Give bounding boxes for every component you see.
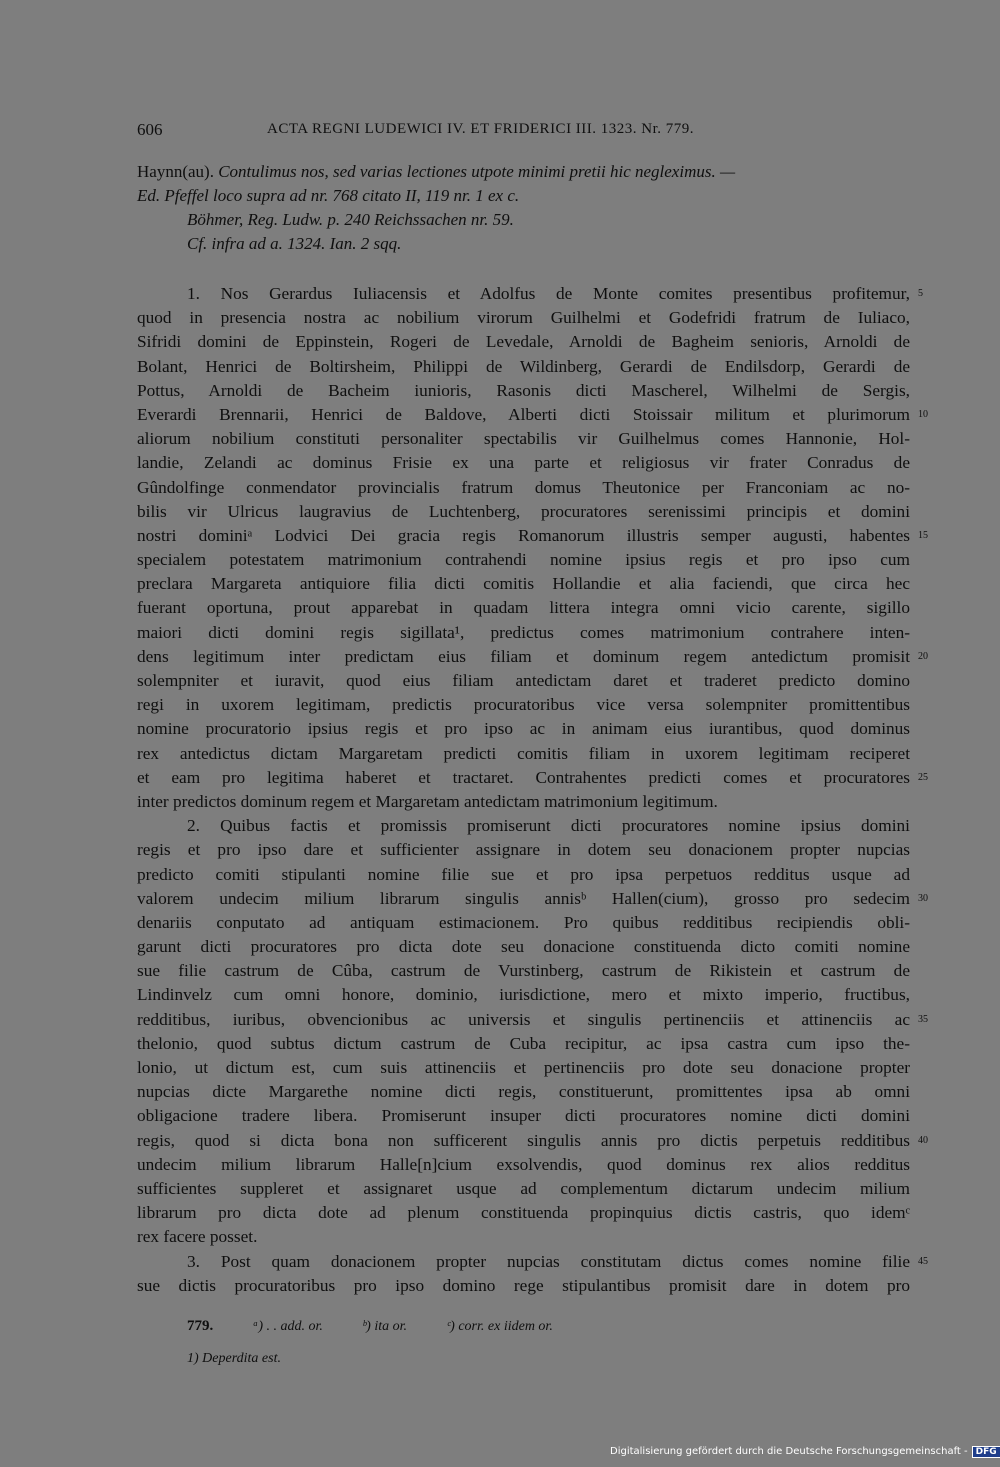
margin-line-number: 35 bbox=[918, 1014, 928, 1025]
text-line: nupcias dicte Margarethe nomine dicti regis, constituerunt, promittentes ipsa ab omni bbox=[137, 1082, 910, 1102]
text-line: denariis conputato ad antiquam estimacionem. Pro quibus redditibus recipiendis obli- bbox=[137, 912, 910, 932]
text-line: valorem undecim milium librarum singulis annisᵇ Hallen(cium), grosso pro sedecim bbox=[137, 888, 910, 908]
text-line: 1. Nos Gerardus Iuliacensis et Adolfus de Monte comites presentibus profitemur, bbox=[187, 284, 910, 303]
text-line: Bolant, Henrici de Boltirsheim, Philippi de Wildinberg, Gerardi de Endilsdorp, Gerardi de bbox=[137, 356, 910, 376]
intro-line: Ed. Pfeffel loco supra ad nr. 768 citato II, 119 nr. 1 ex c. bbox=[137, 186, 520, 205]
text-line: Lindinvelz cum omni honore, dominio, iurisdictione, mero et mixto imperio, fructibus, bbox=[137, 985, 910, 1005]
margin-line-number: 15 bbox=[918, 530, 928, 541]
page-header bbox=[137, 118, 912, 142]
footnote-apparatus bbox=[187, 1318, 589, 1335]
footnote-a: ᵃ) . . add. or. bbox=[252, 1319, 323, 1334]
text-line: Gûndolfinge conmendator provincialis fratrum domus Theutonice per Franconiam ac no- bbox=[137, 477, 910, 497]
text-line: sue filie castrum de Cûba, castrum de Vurstinberg, castrum de Rikistein et castrum de bbox=[137, 961, 910, 981]
page-number: 606 bbox=[137, 120, 163, 139]
margin-line-number: 45 bbox=[918, 1256, 928, 1267]
text-line: redditibus, iuribus, obvencionibus ac universis et singulis pertinenciis et attinenciis ac bbox=[137, 1009, 910, 1029]
margin-line-number: 25 bbox=[918, 772, 928, 783]
footnote-1: 1) Deperdita est. bbox=[187, 1351, 281, 1366]
credit-text: Digitalisierung gefördert durch die Deutsche Forschungsgemeinschaft - bbox=[610, 1446, 968, 1457]
text-line: garunt dicti procuratores pro dicta dote seu donacione constituenda dicto comiti nomine bbox=[137, 937, 910, 957]
text-line: sue dictis procuratoribus pro ipso domino rege stipulantibus promisit dare in dotem pro bbox=[137, 1275, 910, 1295]
intro-line: Cf. infra ad a. 1324. Ian. 2 sqq. bbox=[187, 234, 402, 253]
text-line: Everardi Brennarii, Henrici de Baldove, Alberti dicti Stoissair militum et plurimorum bbox=[137, 404, 910, 424]
charter-text bbox=[137, 282, 910, 1298]
dfg-logo: DFG bbox=[972, 1446, 1000, 1458]
footnote-b: ᵇ) ita or. bbox=[362, 1319, 407, 1334]
text-line: 2. Quibus factis et promissis promiserunt dicti procuratores nomine ipsius domini bbox=[187, 816, 910, 836]
text-line: rex facere posset. bbox=[137, 1227, 258, 1247]
footnote-doc-number: 779. bbox=[187, 1318, 214, 1334]
text-line: 3. Post quam donacionem propter nupcias constitutam dictus comes nomine filie bbox=[187, 1251, 910, 1271]
text-line: bilis vir Ulricus laugravius de Luchtenberg, procuratores serenissimi principis et domini bbox=[137, 501, 910, 521]
text-line: quod in presencia nostra ac nobilium virorum Guilhelmi et Godefridi fratrum de Iuliaco, bbox=[137, 308, 910, 328]
text-line: Pottus, Arnoldi de Bacheim iunioris, Rasonis dicti Mascherel, Wilhelmi de Sergis, bbox=[137, 380, 910, 400]
text-line: et eam pro legitima haberet et tractaret. Contrahentes predicti comes et procuratores bbox=[137, 767, 910, 787]
text-line: obligacione tradere libera. Promiserunt insuper dicti procuratores nomine dicti domini bbox=[137, 1106, 910, 1126]
text-line: sufficientes suppleret et assignaret usque ad complementum dictarum undecim milium bbox=[137, 1178, 910, 1198]
text-line: inter predictos dominum regem et Margaretam antedictam matrimonium legitimum. bbox=[137, 791, 718, 811]
text-line: regis, quod si dicta bona non sufficerent singulis annis pro dictis perpetuis redditibus bbox=[137, 1130, 910, 1150]
text-line: rex antedictus dictam Margaretam predicti comitis filiam in uxorem legitimam reciperet bbox=[137, 743, 910, 763]
text-line: maiori dicti domini regis sigillata¹, predictus comes matrimonium contrahere inten- bbox=[137, 622, 910, 642]
margin-line-number: 30 bbox=[918, 893, 928, 904]
text-line: predicto comiti stipulanti nomine filie sue et pro ipsa perpetuos redditus usque ad bbox=[137, 864, 910, 884]
text-line: specialem potestatem matrimonium contrahendi nomine ipsius regis et pro ipso cum bbox=[137, 550, 910, 570]
text-line: nostri dominiᵃ Lodvici Dei gracia regis Romanorum illustris semper augusti, habentes bbox=[137, 525, 910, 545]
margin-line-number: 10 bbox=[918, 409, 928, 420]
text-line: lonio, ut dictum est, cum suis attinenciis et pertinenciis pro dote seu donacione propter bbox=[137, 1058, 910, 1077]
margin-line-number: 40 bbox=[918, 1135, 928, 1146]
text-line: Sifridi domini de Eppinstein, Rogeri de Levedale, Arnoldi de Bagheim senioris, Arnoldi de bbox=[137, 332, 910, 352]
text-line: preclara Margareta antiquiore filia dicti comitis Hollandie et alia faciendi, que circa hec bbox=[137, 574, 910, 594]
margin-line-number: 20 bbox=[918, 651, 928, 662]
text-line: fuerant oportuna, prout apparebat in quadam littera integra omni vicio carente, sigillo bbox=[137, 598, 910, 618]
text-line: dens legitimum inter predictam eius filiam et dominum regem antedictum promisit bbox=[137, 646, 910, 666]
text-line: regis et pro ipso dare et sufficienter assignare in dotem seu donacionem propter nupcias bbox=[137, 840, 910, 860]
edition-notes bbox=[137, 160, 912, 256]
text-line: solempniter et iuravit, quod eius filiam antedictam daret et traderet predicto domino bbox=[137, 671, 910, 690]
running-title: ACTA REGNI LUDEWICI IV. ET FRIDERICI III. 1323. Nr. 779. bbox=[267, 121, 695, 137]
text-line: librarum pro dicta dote ad plenum constituenda propinquius dictis castris, quo idemᶜ bbox=[137, 1203, 910, 1223]
text-line: aliorum nobilium constituti personaliter spectabilis vir Guilhelmus comes Hannonie, Hol- bbox=[137, 429, 910, 449]
footnote-c: ᶜ) corr. ex iidem or. bbox=[446, 1319, 553, 1334]
text-line: regi in uxorem legitimam, predictis procuratoribus vice versa solempniter promittentibus bbox=[137, 695, 910, 715]
text-line: undecim milium librarum Halle[n]cium exsolvendis, quod dominus rex alios redditus bbox=[137, 1154, 910, 1174]
margin-line-number: 5 bbox=[918, 288, 923, 299]
text-line: landie, Zelandi ac dominus Frisie ex una parte et religiosus vir frater Conradus de bbox=[137, 453, 910, 473]
intro-line: Böhmer, Reg. Ludw. p. 240 Reichssachen nr. 59. bbox=[187, 210, 514, 229]
intro-line: Haynn(au). Contulimus nos, sed varias lectiones utpote minimi pretii hic negleximus. — bbox=[137, 162, 736, 181]
digitization-credit bbox=[610, 1446, 995, 1464]
text-line: nomine procuratorio ipsius regis et pro ipso ac in animam eius iurantibus, quod dominus bbox=[137, 719, 910, 739]
text-line: thelonio, quod subtus dictum castrum de Cuba recipitur, ac ipsa castra cum ipso the- bbox=[137, 1033, 910, 1053]
